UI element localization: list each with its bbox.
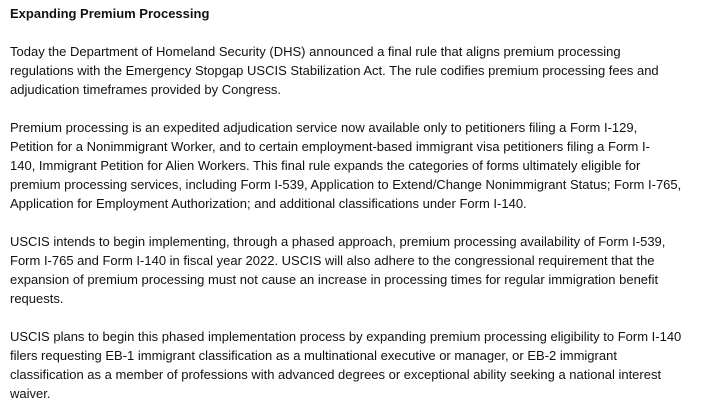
paragraph-line: Today the Department of Homeland Security (DHS) announced a final rule that aligns premium processing bbox=[10, 44, 621, 59]
paragraph-line: 140, Immigrant Petition for Alien Workers. This final rule expands the categories of forms ultimately eligible for bbox=[10, 158, 641, 173]
paragraph-line: regulations with the Emergency Stopgap USCIS Stabilization Act. The rule codifies premium processing fees and bbox=[10, 63, 659, 78]
paragraph-line: Application for Employment Authorization; and additional classifications under Form I-140. bbox=[10, 196, 527, 211]
paragraph-line: Premium processing is an expedited adjudication service now available only to petitioners filing a Form I-129, bbox=[10, 120, 638, 135]
paragraph-line: USCIS plans to begin this phased implementation process by expanding premium processing eligibility to Form I-140 bbox=[10, 329, 682, 344]
paragraph-line: Form I-765 and Form I-140 in fiscal year 2022. USCIS will also adhere to the congressional requirement that the bbox=[10, 253, 655, 268]
paragraph-line: adjudication timeframes provided by Congress. bbox=[10, 82, 281, 97]
paragraph-premium-processing bbox=[10, 118, 710, 213]
paragraph-line: waiver. bbox=[10, 386, 51, 401]
paragraph-announcement bbox=[10, 42, 710, 99]
paragraph-implementation-plan bbox=[10, 327, 710, 403]
paragraph-line: filers requesting EB-1 immigrant classification as a multinational executive or manager, or EB-2 immigrant bbox=[10, 348, 617, 363]
paragraph-line: requests. bbox=[10, 291, 64, 306]
paragraph-line: expansion of premium processing must not cause an increase in processing times for regular immigration benefit bbox=[10, 272, 659, 287]
paragraph-line: classification as a member of professions with advanced degrees or exceptional ability seeking a national interest bbox=[10, 367, 662, 382]
document-title: Expanding Premium Processing bbox=[10, 6, 210, 21]
paragraph-line: premium processing services, including Form I-539, Application to Extend/Change Nonimmigrant Status; Form I-765, bbox=[10, 177, 682, 192]
paragraph-line: USCIS intends to begin implementing, through a phased approach, premium processing availability of Form I-539, bbox=[10, 234, 666, 249]
paragraph-line: Petition for a Nonimmigrant Worker, and to certain employment-based immigrant visa petitioners filing a Form I- bbox=[10, 139, 650, 154]
document-body bbox=[10, 4, 710, 403]
paragraph-phased-approach bbox=[10, 232, 710, 308]
